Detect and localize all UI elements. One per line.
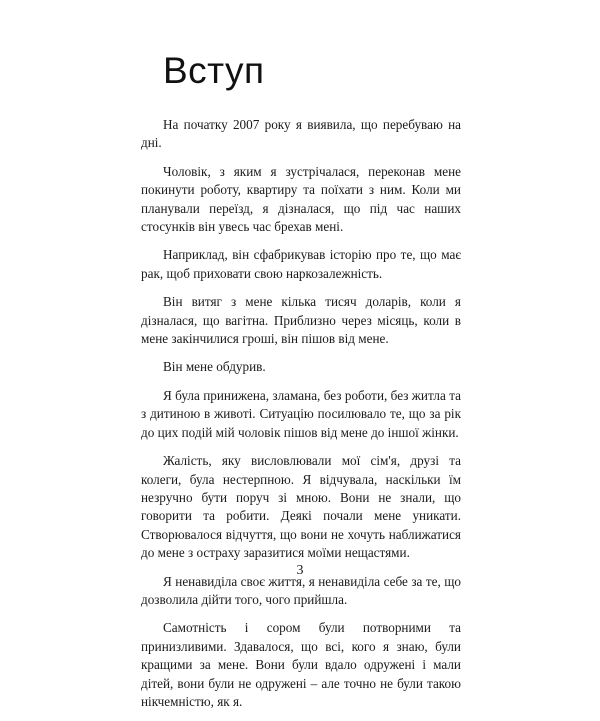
paragraph-8: Я ненавиділа своє життя, я ненавиділа себе за те, що дозволила дійти того, чого прийшла. — [141, 573, 461, 607]
paragraph-7: Жалість, яку висловлювали мої сім'я, друзі та колеги, була нестерпною. Я відчувала, наскільки їм незручно бути поруч зі мною. Вони не знали, що говорити та робити. Деякі почали мене уникати. Створювалося відчуття, що вони не хочуть наближатися до мене з остраху заразитися моїми нещастями. — [141, 453, 461, 561]
paragraph-4: Він витяг з мене кілька тисяч доларів, коли я дізналася, що вагітна. Приблизно через місяць, коли в мене закінчилися гроші, він пішов від мене. — [141, 294, 461, 347]
paragraph-6: Я була принижена, зламана, без роботи, без житла та з дитиною в животі. Ситуацію посилювало те, що за рік до цих подій мій чоловік пішов від мене до іншої жінки. — [141, 387, 461, 440]
paragraph-3: Наприклад, він сфабрикував історію про те, що має рак, щоб приховати свою наркозалежність. — [141, 247, 461, 281]
paragraph-9: Самотність і сором були потворними та принизливими. Здавалося, що всі, кого я знаю, були кращими за мене. Вони були вдало одружені і мали дітей, вони були не одружені – але точно не були такою нікчемністю, як я. — [141, 620, 461, 709]
page-number: 3 — [296, 563, 304, 578]
chapter-title: Вступ — [163, 50, 265, 91]
paragraph-1: На початку 2007 року я виявила, що перебуваю на дні. — [141, 117, 461, 151]
paragraph-5: Він мене обдурив. — [163, 359, 266, 375]
paragraph-2: Чоловік, з яким я зустрічалася, переконав мене покинути роботу, квартиру та поїхати з ним. Коли ми планували переїзд, я дізналася, що під час наших стосунків він увесь час брехав мені. — [141, 163, 461, 235]
chapter-body — [141, 116, 461, 721]
